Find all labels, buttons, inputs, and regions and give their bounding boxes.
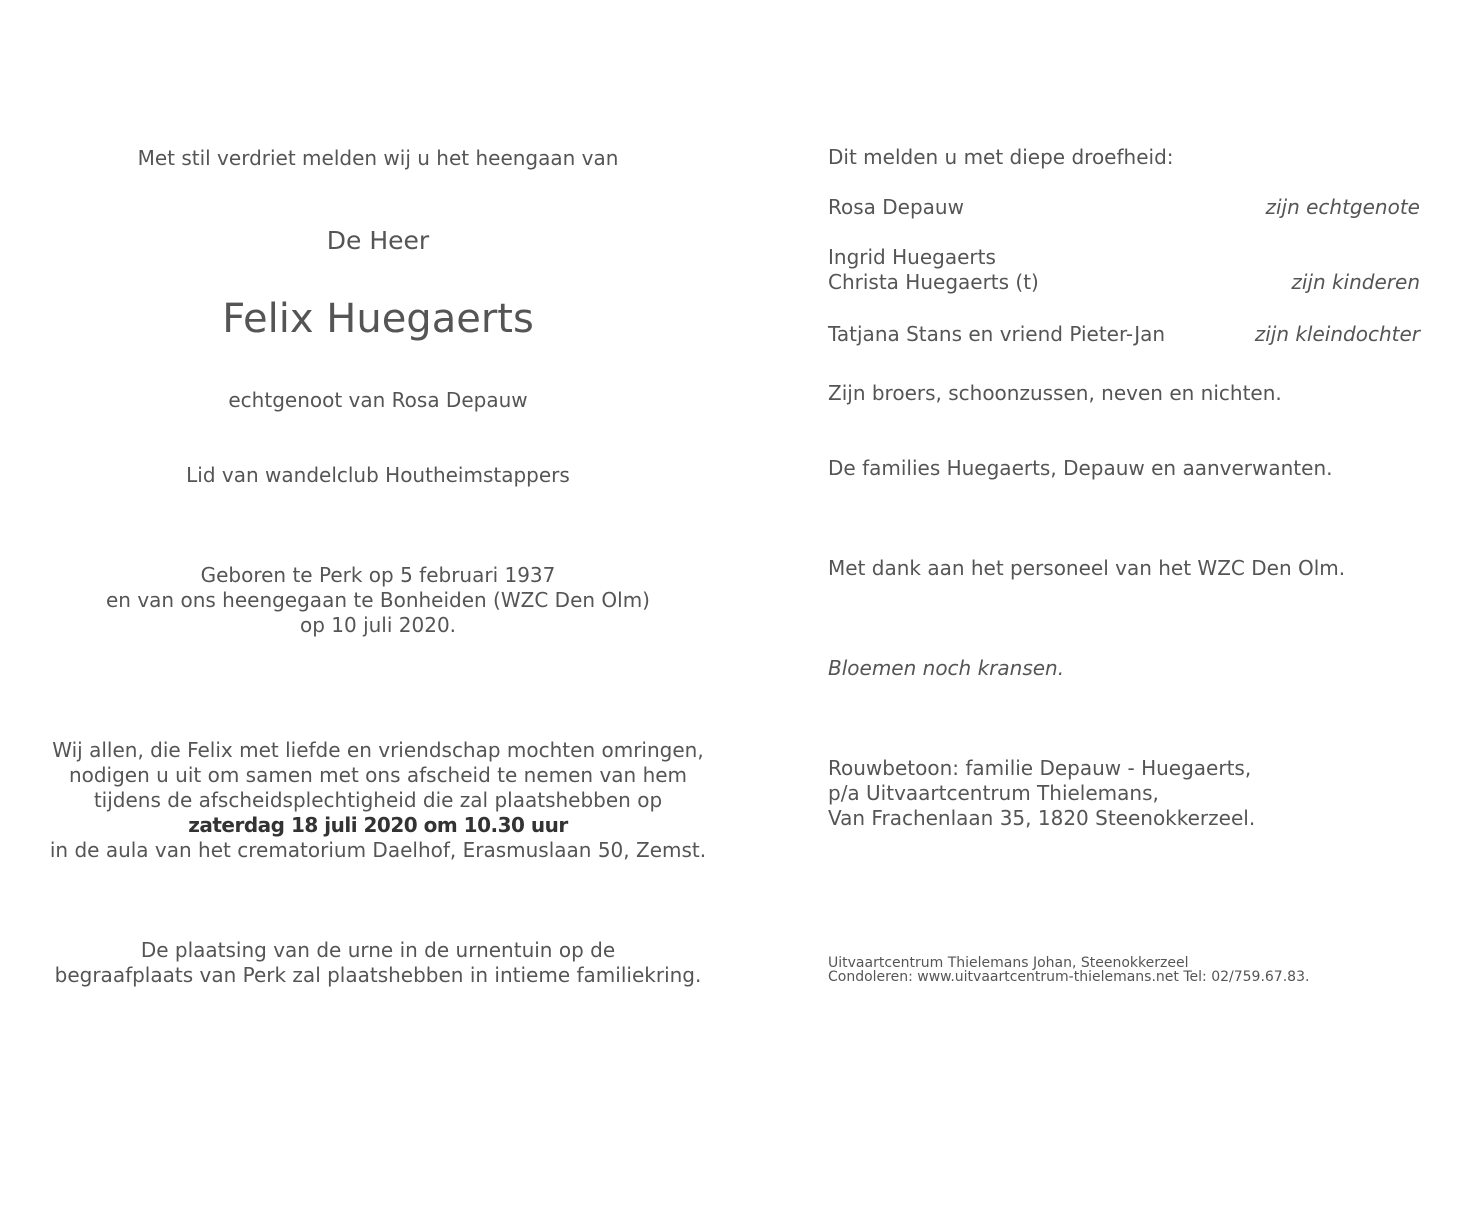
birth-line-2: en van ons heengegaan te Bonheiden (WZC Den Olm) xyxy=(106,588,650,612)
families-text: De families Huegaerts, Depauw en aanverwanten. xyxy=(828,456,1333,480)
birth-line-1: Geboren te Perk op 5 februari 1937 xyxy=(200,563,556,587)
family-role: zijn kinderen xyxy=(1291,270,1420,294)
family-role: zijn echtgenote xyxy=(1265,195,1420,219)
flowers-text: Bloemen noch kransen. xyxy=(828,656,1065,680)
thanks-text: Met dank aan het personeel van het WZC Den Olm. xyxy=(828,556,1346,580)
ceremony-line-5: in de aula van het crematorium Daelhof, Erasmuslaan 50, Zemst. xyxy=(49,838,707,862)
right-intro: Dit melden u met diepe droefheid: xyxy=(828,145,1174,169)
ceremony-line-3: tijdens de afscheidsplechtigheid die zal plaatshebben op xyxy=(93,788,663,812)
birth-block xyxy=(28,563,728,638)
ceremony-block xyxy=(28,738,728,863)
club-text: Lid van wandelclub Houtheimstappers xyxy=(186,463,570,487)
ceremony-line-1: Wij allen, die Felix met liefde en vriendschap mochten omringen, xyxy=(52,738,704,762)
salutation-title: De Heer xyxy=(326,226,430,255)
family-row-spouse xyxy=(828,195,1420,220)
spouse-text: echtgenoot van Rosa Depauw xyxy=(228,388,528,412)
urn-line-1: De plaatsing van de urne in de urnentuin op de xyxy=(140,938,616,962)
address-line-3: Van Frachenlaan 35, 1820 Steenokkerzeel. xyxy=(828,806,1256,830)
family-name: Ingrid Huegaerts xyxy=(828,245,996,269)
family-name: Tatjana Stans en vriend Pieter-Jan xyxy=(828,322,1166,346)
intro-text: Met stil verdriet melden wij u het heengaan van xyxy=(137,146,619,170)
address-line-1: Rouwbetoon: familie Depauw - Huegaerts, xyxy=(828,756,1252,780)
urn-line-2: begraafplaats van Perk zal plaatshebben in intieme familiekring. xyxy=(54,963,702,987)
ceremony-date: zaterdag 18 juli 2020 om 10.30 uur xyxy=(188,813,568,837)
birth-line-3: op 10 juli 2020. xyxy=(299,613,457,637)
address-block xyxy=(828,756,1420,831)
family-row-grandchild xyxy=(828,322,1420,347)
relatives-text: Zijn broers, schoonzussen, neven en nichten. xyxy=(828,381,1282,405)
urn-block xyxy=(28,938,728,988)
footer-line-1: Uitvaartcentrum Thielemans Johan, Steenokkerzeel xyxy=(828,955,1189,971)
deceased-name: Felix Huegaerts xyxy=(222,296,534,342)
family-role: zijn kleindochter xyxy=(1254,322,1420,346)
family-name: Christa Huegaerts (t) xyxy=(828,270,1039,294)
family-row-children xyxy=(828,245,1420,295)
address-line-2: p/a Uitvaartcentrum Thielemans, xyxy=(828,781,1159,805)
ceremony-line-2: nodigen u uit om samen met ons afscheid te nemen van hem xyxy=(68,763,688,787)
family-name: Rosa Depauw xyxy=(828,195,964,219)
footer-line-2: Condoleren: www.uitvaartcentrum-thielemans.net Tel: 02/759.67.83. xyxy=(828,969,1310,985)
